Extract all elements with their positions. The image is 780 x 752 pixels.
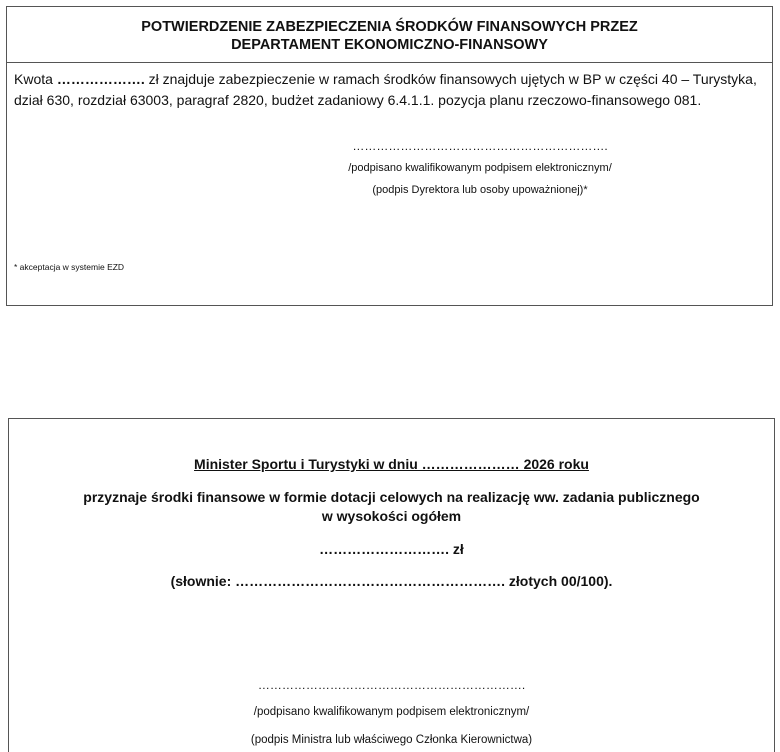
grant-line2: w wysokości ogółem	[321, 508, 462, 524]
director-signature-note: /podpisano kwalifikowanym podpisem elektronicznym/	[348, 162, 612, 174]
director-signature-role: (podpis Dyrektora lub osoby upoważnionej)*	[372, 184, 588, 196]
minister-date-text: Minister Sportu i Turystyki w dniu ………………… 2026 roku	[194, 456, 589, 472]
grant-amount-words-line: (słownie: …………………………………………………. złotych 00/100).	[170, 573, 613, 589]
grant-amount-line: ………………………. zł	[319, 541, 464, 557]
confirmation-body-line2: dział 630, rozdział 63003, paragraf 2820, budżet zadaniowy 6.4.1.1. pozycja planu rzeczowo-finansowego 081.	[14, 92, 702, 108]
minister-signature-role: (podpis Ministra lub właściwego Członka Kierownictwa)	[250, 734, 533, 746]
confirmation-title-line1: POTWIERDZENIE ZABEZPIECZENIA ŚRODKÓW FINANSOWYCH PRZEZ	[141, 19, 638, 35]
confirmation-header	[7, 7, 772, 63]
director-signature-dots: ……………………………………………………….	[352, 139, 608, 153]
financial-security-confirmation-box	[6, 6, 773, 306]
minister-signature-dots: ………………………………………………………….	[257, 678, 526, 692]
confirmation-body-line1	[14, 69, 764, 90]
ezd-footnote: * akceptacja w systemie EZD	[14, 262, 125, 272]
minister-date-line	[9, 455, 774, 473]
minister-grant-box	[8, 418, 775, 752]
confirmation-title-line2: DEPARTAMENT EKONOMICZNO-FINANSOWY	[231, 37, 548, 53]
confirmation-body	[14, 69, 764, 111]
confirmation-body-line1-text: zł znajduje zabezpieczenie w ramach środków finansowych ujętych w BP w części 40 – Turystyka,	[144, 71, 757, 87]
amount-blank: ……………….	[56, 71, 145, 87]
grant-line1: przyznaje środki finansowe w formie dotacji celowych na realizację ww. zadania publicznego	[83, 489, 700, 505]
amount-label: Kwota	[14, 71, 57, 87]
minister-signature-note: /podpisano kwalifikowanym podpisem elektronicznym/	[253, 706, 530, 718]
